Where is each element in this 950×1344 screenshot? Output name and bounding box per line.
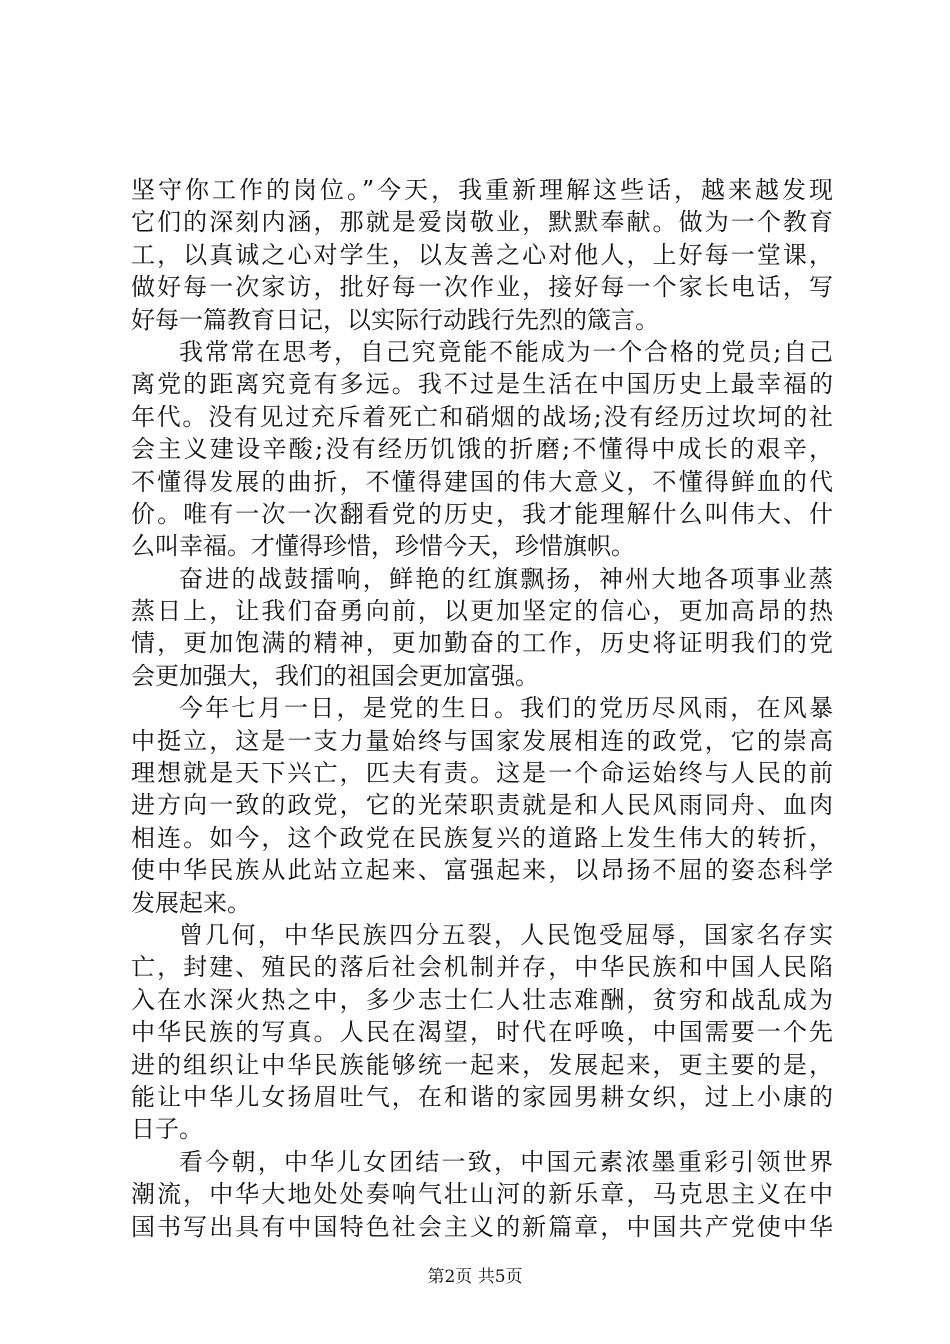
text-line: 会更加强大，我们的祖国会更加富强。 xyxy=(131,661,539,690)
text-line: 亡，封建、殖民的落后社会机制并存，中华民族和中国人民陷 xyxy=(131,953,833,982)
text-line: 相连。如今，这个政党在民族复兴的道路上发生伟大的转折， xyxy=(131,823,833,852)
text-line: 会主义建设辛酸;没有经历饥饿的折磨;不懂得中成长的艰辛， xyxy=(131,435,833,464)
text-line: 发展起来。 xyxy=(131,888,251,917)
text-line: 中挺立，这是一支力量始终与国家发展相连的政党，它的崇高 xyxy=(131,726,833,755)
text-line: 好每一篇教育日记，以实际行动践行先烈的箴言。 xyxy=(131,305,659,334)
paragraph xyxy=(131,563,833,693)
text-line: 价。唯有一次一次翻看党的历史，我才能理解什么叫伟大、什 xyxy=(131,499,833,528)
text-line: 坚守你工作的岗位。”今天，我重新理解这些话，越来越发现 xyxy=(131,176,833,204)
text-line: 我常常在思考，自己究竟能不能成为一个合格的党员;自己 xyxy=(179,337,833,366)
text-line: 奋进的战鼓擂响，鲜艳的红旗飘扬，神州大地各项事业蒸 xyxy=(179,564,833,593)
text-line: 么叫幸福。才懂得珍惜，珍惜今天，珍惜旗帜。 xyxy=(131,532,635,561)
text-line: 年代。没有见过充斥着死亡和硝烟的战场;没有经历过坎坷的社 xyxy=(131,402,833,431)
paragraph xyxy=(131,336,833,563)
body-text xyxy=(131,174,833,1243)
text-line: 今年七月一日，是党的生日。我们的党历尽风雨，在风暴 xyxy=(179,694,833,723)
text-line: 蒸日上，让我们奋勇向前，以更加坚定的信心，更加高昂的热 xyxy=(131,597,833,626)
text-line: 日子。 xyxy=(131,1115,203,1144)
text-line: 进的组织让中华民族能够统一起来，发展起来，更主要的是， xyxy=(131,1050,833,1079)
text-line: 它们的深刻内涵，那就是爱岗敬业，默默奉献。做为一个教育 xyxy=(131,208,833,237)
paragraph xyxy=(131,919,833,1146)
text-line: 做好每一次家访，批好每一次作业，接好每一个家长电话，写 xyxy=(131,273,833,302)
text-line: 能让中华儿女扬眉吐气，在和谐的家园男耕女织，过上小康的 xyxy=(131,1082,833,1111)
text-line: 国书写出具有中国特色社会主义的新篇章，中国共产党使中华 xyxy=(131,1212,833,1241)
paragraph xyxy=(131,1146,833,1243)
text-line: 理想就是天下兴亡，匹夫有责。这是一个命运始终与人民的前 xyxy=(131,759,833,788)
text-line: 离党的距离究竟有多远。我不过是生活在中国历史上最幸福的 xyxy=(131,370,833,399)
paragraph xyxy=(131,692,833,919)
text-line: 进方向一致的政党，它的光荣职责就是和人民风雨同舟、血肉 xyxy=(131,791,833,820)
text-line: 使中华民族从此站立起来、富强起来，以昂扬不屈的姿态科学 xyxy=(131,856,833,885)
text-line: 中华民族的写真。人民在渴望，时代在呼唤，中国需要一个先 xyxy=(131,1018,833,1047)
text-line: 潮流，中华大地处处奏响气壮山河的新乐章，马克思主义在中 xyxy=(131,1180,833,1209)
paragraph xyxy=(131,174,833,336)
text-line: 曾几何，中华民族四分五裂，人民饱受屈辱，国家名存实 xyxy=(179,920,833,949)
text-line: 看今朝，中华儿女团结一致，中国元素浓墨重彩引领世界 xyxy=(179,1147,833,1176)
page-footer: 第2页 共5页 xyxy=(427,1267,523,1287)
text-line: 不懂得发展的曲折，不懂得建国的伟大意义，不懂得鲜血的代 xyxy=(131,467,833,496)
text-line: 入在水深火热之中，多少志士仁人壮志难酬，贫穷和战乱成为 xyxy=(131,985,833,1014)
text-line: 情，更加饱满的精神，更加勤奋的工作，历史将证明我们的党 xyxy=(131,629,833,658)
text-line: 工，以真诚之心对学生，以友善之心对他人，上好每一堂课， xyxy=(131,240,833,269)
